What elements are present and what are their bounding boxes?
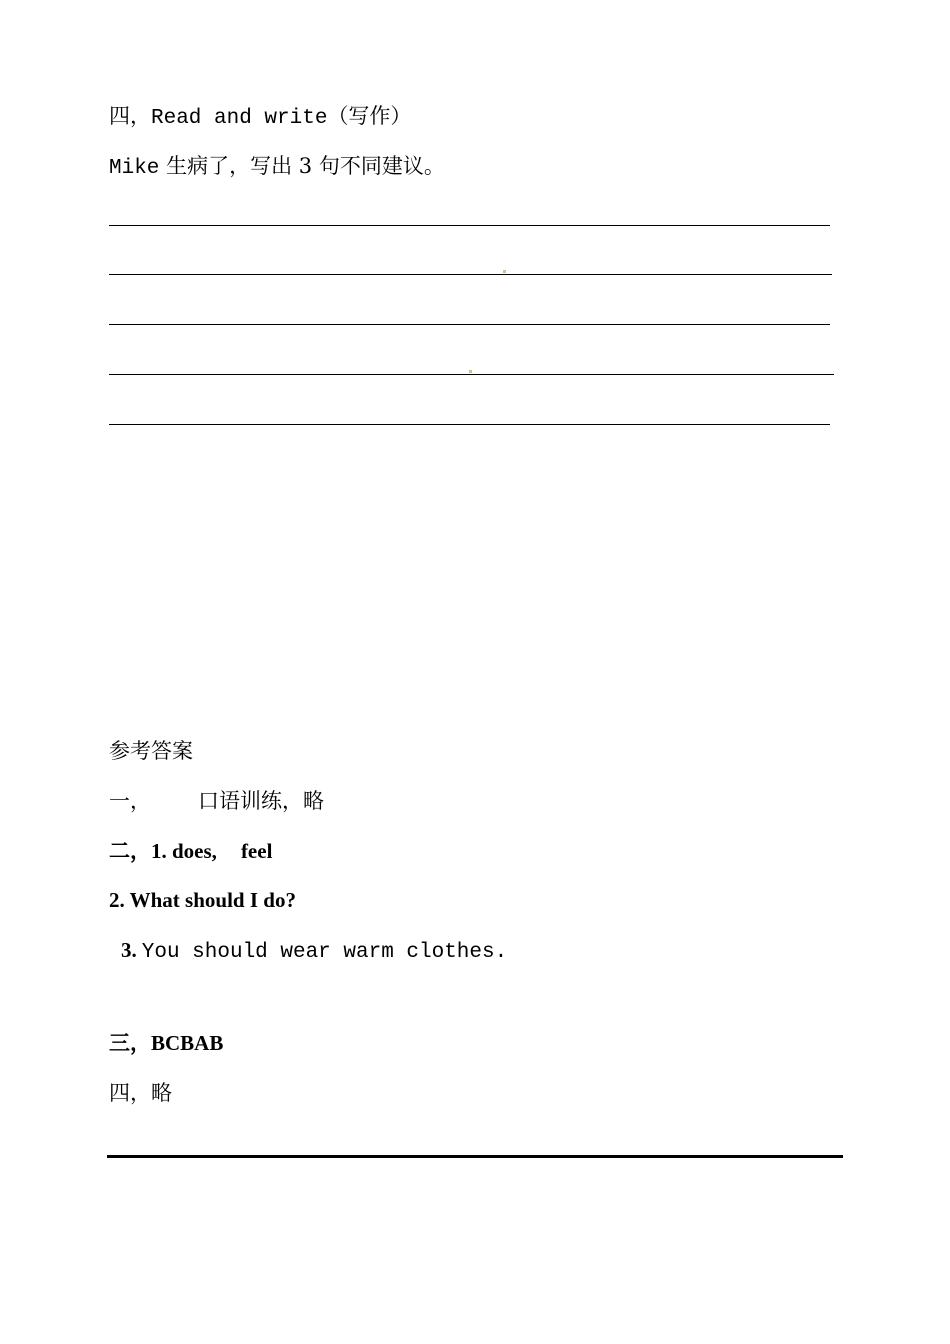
instruction-chinese-end: 句不同建议。 (318, 154, 445, 178)
instruction-name: Mike (109, 157, 160, 180)
instruction-chinese: 生病了，写出 (159, 154, 293, 178)
answer-3 (109, 1029, 223, 1057)
answer-2 (109, 837, 272, 865)
answer-4 (109, 1079, 172, 1107)
answer-1 (109, 787, 324, 815)
footer-divider (107, 1155, 843, 1158)
writing-line-3 (109, 324, 830, 325)
answer-3-prefix: 三， (109, 1030, 151, 1055)
answer-1-prefix: 一， (109, 789, 151, 813)
heading-english: Read and write (151, 107, 328, 130)
answer-2-line-2: 2. What should I do? (109, 888, 296, 912)
answer-2-line-3-number: 3. (121, 938, 137, 962)
heading-prefix: 四， (109, 104, 151, 128)
speck-mark (469, 370, 472, 373)
writing-line-4 (109, 374, 834, 375)
answer-3-text: BCBAB (151, 1031, 224, 1055)
writing-line-2 (109, 274, 832, 275)
answer-2-text-2: feel (240, 839, 273, 863)
answer-2-text: 1. does, (151, 839, 217, 863)
answer-4-text: 略 (151, 1081, 172, 1105)
answer-4-prefix: 四， (109, 1081, 151, 1105)
answer-1-text: 口语训练，略 (198, 789, 324, 813)
answer-2-line-3 (121, 936, 507, 967)
answers-title: 参考答案 (109, 739, 193, 763)
instruction-number: 3 (292, 154, 319, 178)
answer-2-prefix: 二， (109, 838, 151, 863)
instruction-text (109, 152, 445, 183)
answer-2-line-3-text: You should wear warm clothes. (141, 941, 508, 964)
speck-mark (503, 270, 506, 273)
section-heading (109, 102, 411, 133)
writing-line-5 (109, 424, 830, 425)
heading-chinese: （写作） (327, 104, 412, 128)
writing-line-1 (109, 225, 830, 226)
